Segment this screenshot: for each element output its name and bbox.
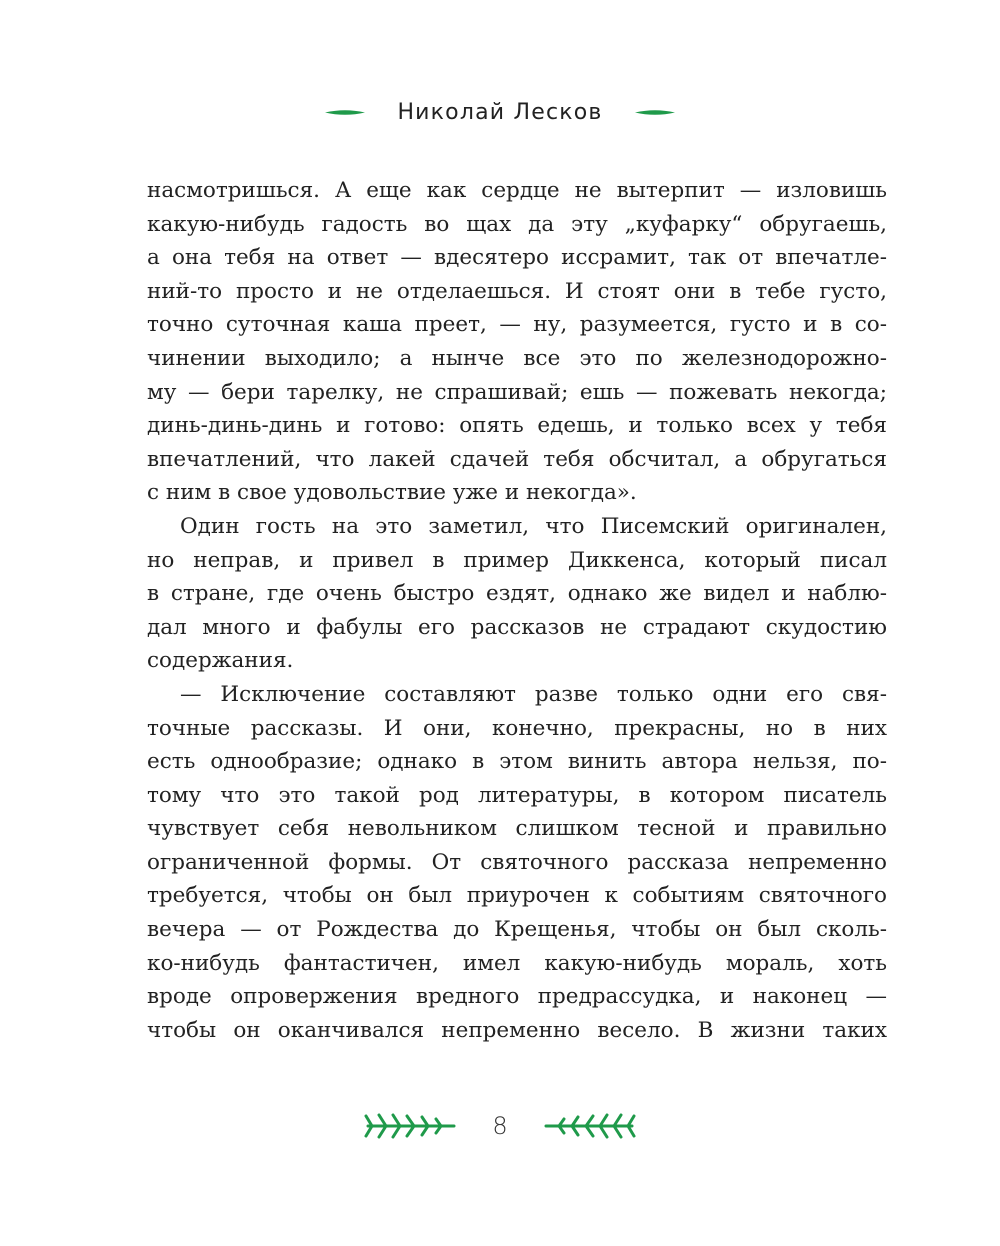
text-line: но неправ, и привел в пример Диккенса, который писал <box>147 547 887 573</box>
text-line: впечатлений, что лакей сдачей тебя обсчитал, а обругаться <box>147 446 887 472</box>
text-line: — Исключение составляют разве только одни его свя- <box>180 681 887 707</box>
page-number: 8 <box>492 1112 508 1140</box>
text-line: есть однообразие; однако в этом винить автора нельзя, по- <box>147 749 887 775</box>
text-line: в стране, где очень быстро ездят, однако же видел и наблю- <box>147 581 887 607</box>
text-line: тому что это такой род литературы, в котором писатель <box>147 782 887 808</box>
text-line: ограниченной формы. От святочного рассказа непременно <box>147 849 887 875</box>
text-line: требуется, чтобы он был приурочен к событиям святочного <box>147 883 887 909</box>
text-line: какую-нибудь гадость во щах да эту „куфарку“ обругаешь, <box>147 211 887 237</box>
fir-branch-icon <box>544 1108 636 1144</box>
text-line: ний-то просто и не отделаешься. И стоят они в тебе густо, <box>147 278 887 304</box>
text-line: вроде опровержения вредного предрассудка, и наконец — <box>147 984 887 1010</box>
text-line: с ним в свое удовольствие уже и некогда». <box>147 480 637 506</box>
text-line: динь-динь-динь и готово: опять едешь, и только всех у тебя <box>147 413 887 439</box>
body-text <box>147 174 887 1047</box>
text-line: вечера — от Рождества до Крещенья, чтобы он был сколь- <box>147 917 887 943</box>
green-dash-icon <box>325 108 365 117</box>
text-line: му — бери тарелку, не спрашивай; ешь — пожевать некогда; <box>147 379 887 405</box>
fir-branch-icon <box>364 1108 456 1144</box>
text-line: содержания. <box>147 648 294 674</box>
text-line: чувствует себя невольником слишком тесной и правильно <box>147 816 887 842</box>
text-line: точно суточная каша преет, — ну, разумеется, густо и в со- <box>147 312 887 338</box>
text-line: чтобы он оканчивался непременно весело. В жизни таких <box>147 1017 887 1043</box>
text-line: ко-нибудь фантастичен, имел какую-нибудь мораль, хоть <box>147 950 887 976</box>
text-line: Один гость на это заметил, что Писемский оригинален, <box>180 513 887 539</box>
green-dash-icon <box>635 108 675 117</box>
text-line: точные рассказы. И они, конечно, прекрасны, но в них <box>147 715 887 741</box>
text-line: а она тебя на ответ — вдесятеро иссрамит, так от впечатле- <box>147 245 887 271</box>
text-line: чинении выходило; а нынче все это по железнодорожно- <box>147 345 887 371</box>
running-head <box>0 92 1000 132</box>
text-line: дал много и фабулы его рассказов не страдают скудостию <box>147 614 887 640</box>
author-name: Николай Лесков <box>397 99 603 125</box>
text-line: насмотришься. А еще как сердце не вытерпит — изловишь <box>147 178 887 203</box>
page-footer <box>0 1104 1000 1148</box>
